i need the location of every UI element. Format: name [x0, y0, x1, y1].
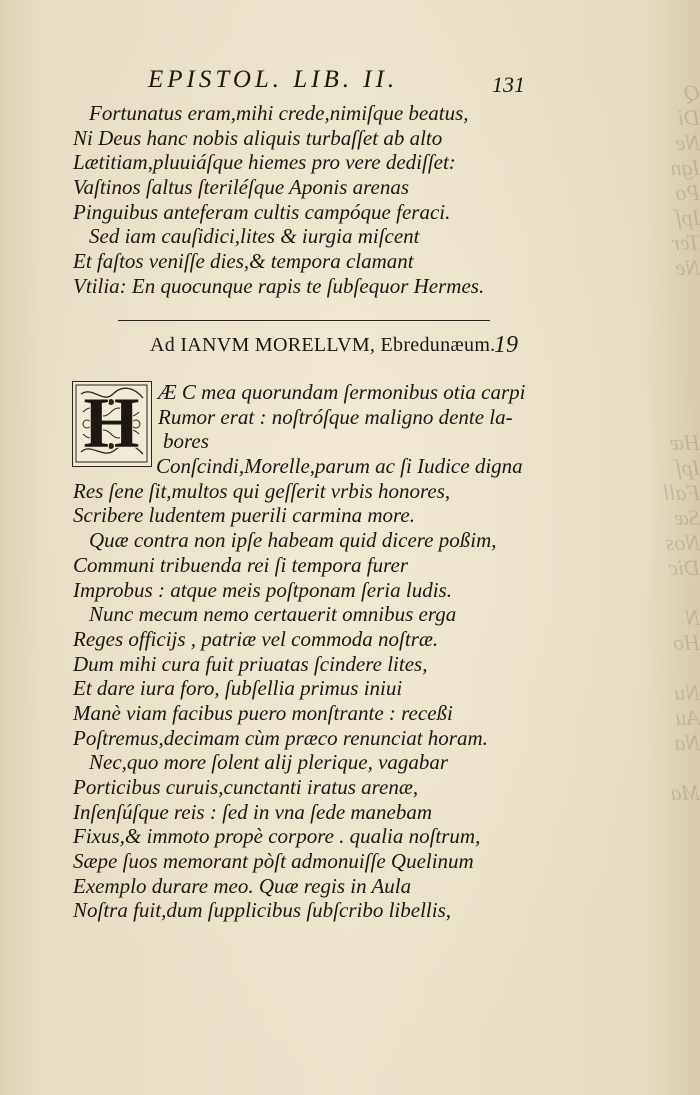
- show-through-text: Q Di Ne Ign Po Ipſ Ter Ne Hæ Ipſ Fall Sæ Nos Dic N Ho Nu Au Na Ma: [663, 80, 700, 805]
- verse-line: Sed iam cauſidici,lites & iurgia miſcent: [89, 224, 420, 249]
- verse-line: Communi tribuenda rei ſi tempora furer: [73, 552, 409, 577]
- running-head-title: EPISTOL. LIB. II.: [148, 66, 399, 93]
- verse-line: Sæpe ſuos memorant pòſt admonuiſſe Quelinum: [73, 849, 474, 874]
- verse-line: Vaſtinos ſaltus ſteriléſque Aponis arenas: [73, 175, 409, 200]
- verse-line: Rumor erat : noſtróſque maligno dente la-: [158, 404, 513, 429]
- verse-line: Noſtra fuit,dum ſupplicibus ſubſcribo libellis,: [73, 898, 452, 923]
- epistle-title: Ad IANVM MORELLVM, Ebredunæum.: [150, 334, 496, 356]
- verse-line: Poſtremus,decimam cùm præco renunciat horam.: [73, 725, 488, 750]
- verse-line: Quæ contra non ipſe habeam quid dicere poßim,: [89, 528, 497, 553]
- verse-line: Lætitiam,pluuiáſque hiemes pro vere dediſſet:: [73, 150, 456, 175]
- verse-line: Æ C mea quorundam ſermonibus otia carpi: [158, 380, 526, 404]
- verse-line: Porticibus curuis,cunctanti iratus arenæ,: [73, 775, 419, 799]
- verse-line: Dum mihi cura fuit priuatas ſcindere lites,: [73, 651, 428, 676]
- verse-line: Ni Deus hanc nobis aliquis turbaſſet ab alto: [73, 125, 443, 150]
- verse-line: Reges officijs , patriæ vel commoda noſtræ.: [73, 626, 439, 651]
- poem-end: [0, 101, 560, 299]
- verse-line: Vtilia: En quocunque rapis te ſubſequor Hermes.: [73, 273, 485, 298]
- verse-line: Exemplo durare meo. Quæ regis in Aula: [73, 873, 412, 898]
- verse-line: Res ſene ſit,multos qui geſſerit vrbis honores,: [73, 478, 451, 503]
- verse-line: Conſcindi,Morelle,parum ac ſi Iudice digna: [156, 454, 523, 479]
- verse-line: Scribere ludentem puerili carmina more.: [73, 503, 415, 528]
- verse-line: Et dare iura foro, ſubſellia primus iniui: [73, 676, 403, 701]
- running-head: [0, 60, 700, 100]
- page-number: 131: [492, 72, 525, 97]
- initial-letter: H: [83, 383, 140, 463]
- verse-line: Inſenſúſque reis : ſed in vna ſede manebam: [73, 799, 433, 824]
- verse-line: Nunc mecum nemo certauerit omnibus erga: [89, 602, 457, 627]
- verse-line: Manè viam facibus puero monſtrante : receßi: [73, 700, 453, 725]
- epistle-body: [0, 380, 560, 923]
- verse-line: Et faſtos veniſſe dies,& tempora clamant: [73, 249, 414, 274]
- verse-line: Improbus : atque meis poſtponam ſeria ludis.: [73, 577, 452, 602]
- verse-line: Nec,quo more ſolent alij plerique, vagabar: [89, 750, 449, 775]
- verse-line: bores: [163, 429, 209, 454]
- verse-line: Pinguibus anteferam cultis campóque feraci.: [73, 199, 451, 224]
- epistle-number: 19: [494, 332, 518, 358]
- epistle-heading: [0, 330, 700, 364]
- section-rule: [118, 320, 490, 321]
- verse-line: Fortunatus eram,mihi crede,nimiſque beatus,: [89, 101, 469, 125]
- verse-line: Fixus,& immoto propè corpore . qualia noſtrum,: [73, 824, 481, 849]
